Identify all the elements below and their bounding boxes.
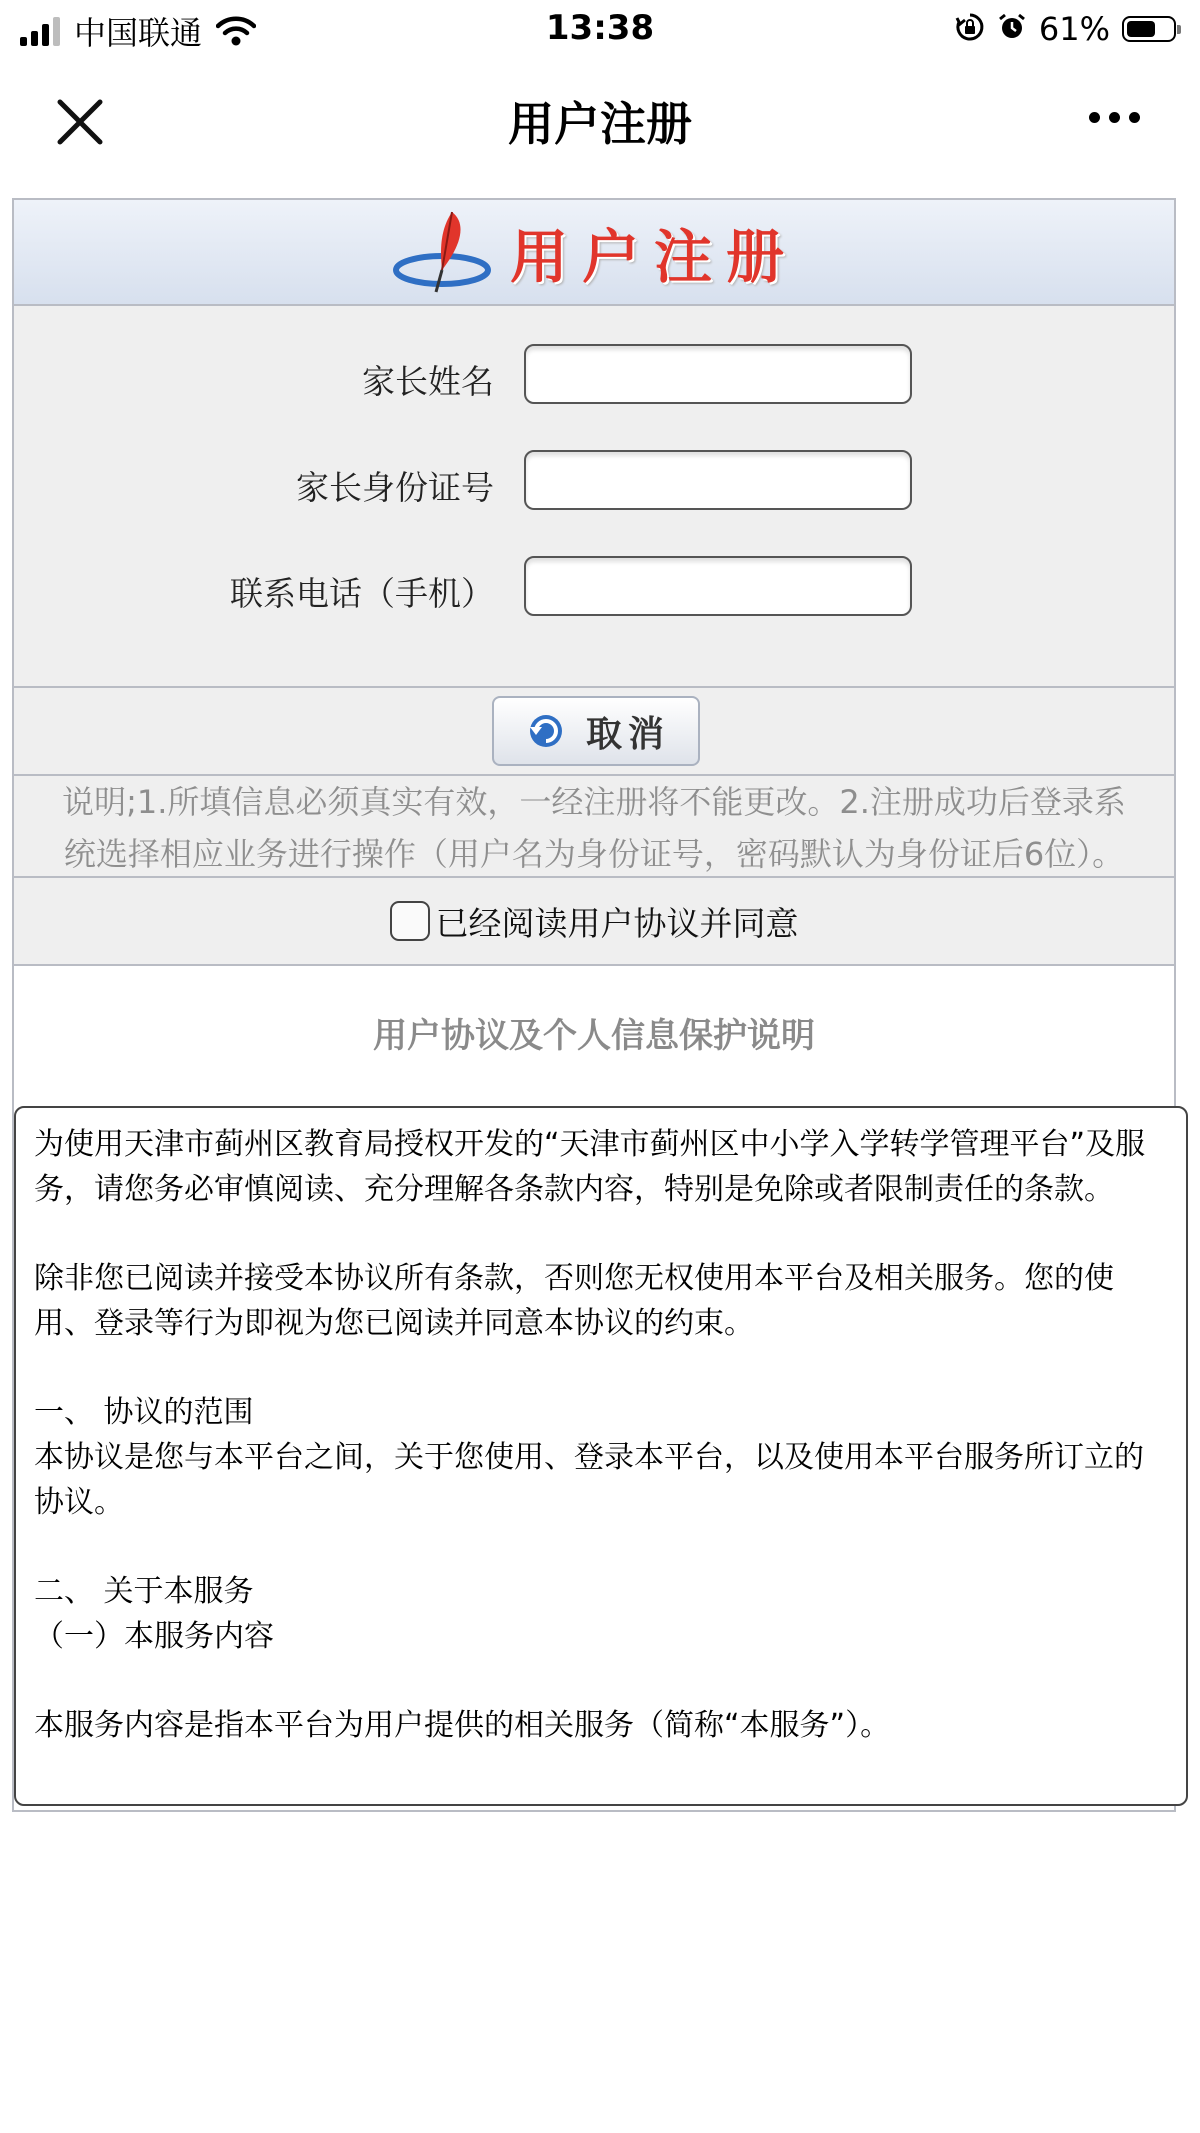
agreement-textbox[interactable]: [14, 1106, 1188, 1806]
agreement-section-2-body: 本服务内容是指本平台为用户提供的相关服务（简称“本服务”）。: [34, 1708, 891, 1743]
agree-row: [14, 878, 1174, 966]
nav-bar: [0, 62, 1200, 176]
registration-note: [14, 776, 1174, 878]
page-title: 用户注册: [508, 97, 692, 151]
phone-input[interactable]: [524, 556, 912, 616]
cancel-label: 取消: [585, 713, 670, 755]
agree-checkbox[interactable]: [390, 901, 430, 941]
agree-label[interactable]: 已经阅读用户协议并同意: [435, 903, 799, 943]
field-row-phone: [14, 556, 1174, 620]
agreement-section-2-heading: 二、 关于本服务: [34, 1574, 254, 1609]
banner-title: 用户注册: [509, 223, 798, 291]
undo-icon: [522, 709, 568, 753]
battery-percent: 61%: [1038, 10, 1110, 48]
agreement-section-1-heading: 一、 协议的范围: [34, 1395, 254, 1430]
agreement-section-1-body: 本协议是您与本平台之间，关于您使用、登录本平台，以及使用本平台服务所订立的协议。: [34, 1440, 1144, 1520]
parent-id-label: 家长身份证号: [296, 468, 494, 507]
phone-label: 联系电话（手机）: [230, 574, 494, 613]
note-line-2: 统选择相应业务进行操作（用户名为身份证号，密码默认为身份证后6位）。: [63, 835, 1125, 873]
quill-logo-icon: [390, 206, 500, 298]
agreement-paragraph-1: 为使用天津市蓟州区教育局授权开发的“天津市蓟州区中小学入学转学管理平台”及服务，请您务必审慎阅读、充分理解各条款内容，特别是免除或者限制责任的条款。: [34, 1127, 1146, 1207]
field-row-parent-name: [14, 344, 1174, 408]
alarm-icon: [997, 12, 1027, 46]
carrier-name: 中国联通: [74, 14, 203, 52]
button-row: [14, 688, 1174, 776]
banner: [14, 200, 1174, 306]
agreement-paragraph-2: 除非您已阅读并接受本协议所有条款，否则您无权使用本平台及相关服务。您的使用、登录等行为即视为您已阅读并同意本协议的约束。: [34, 1261, 1114, 1341]
form-fields: [14, 306, 1174, 688]
parent-id-input[interactable]: [524, 450, 912, 510]
field-row-parent-id: [14, 450, 1174, 514]
parent-name-input[interactable]: [524, 344, 912, 404]
parent-name-label: 家长姓名: [362, 362, 494, 401]
agreement-section-2-sub: （一）本服务内容: [34, 1619, 274, 1654]
cancel-button[interactable]: [492, 696, 700, 766]
agreement-title: 用户协议及个人信息保护说明: [14, 966, 1174, 1106]
rotation-lock-icon: [955, 12, 985, 46]
more-icon[interactable]: [1089, 112, 1140, 123]
status-time: 13:38: [545, 8, 655, 48]
battery-icon: [1122, 16, 1176, 42]
note-line-1: 说明;1.所填信息必须真实有效，一经注册将不能更改。2.注册成功后登录系: [62, 783, 1126, 821]
status-bar: [0, 0, 1200, 62]
